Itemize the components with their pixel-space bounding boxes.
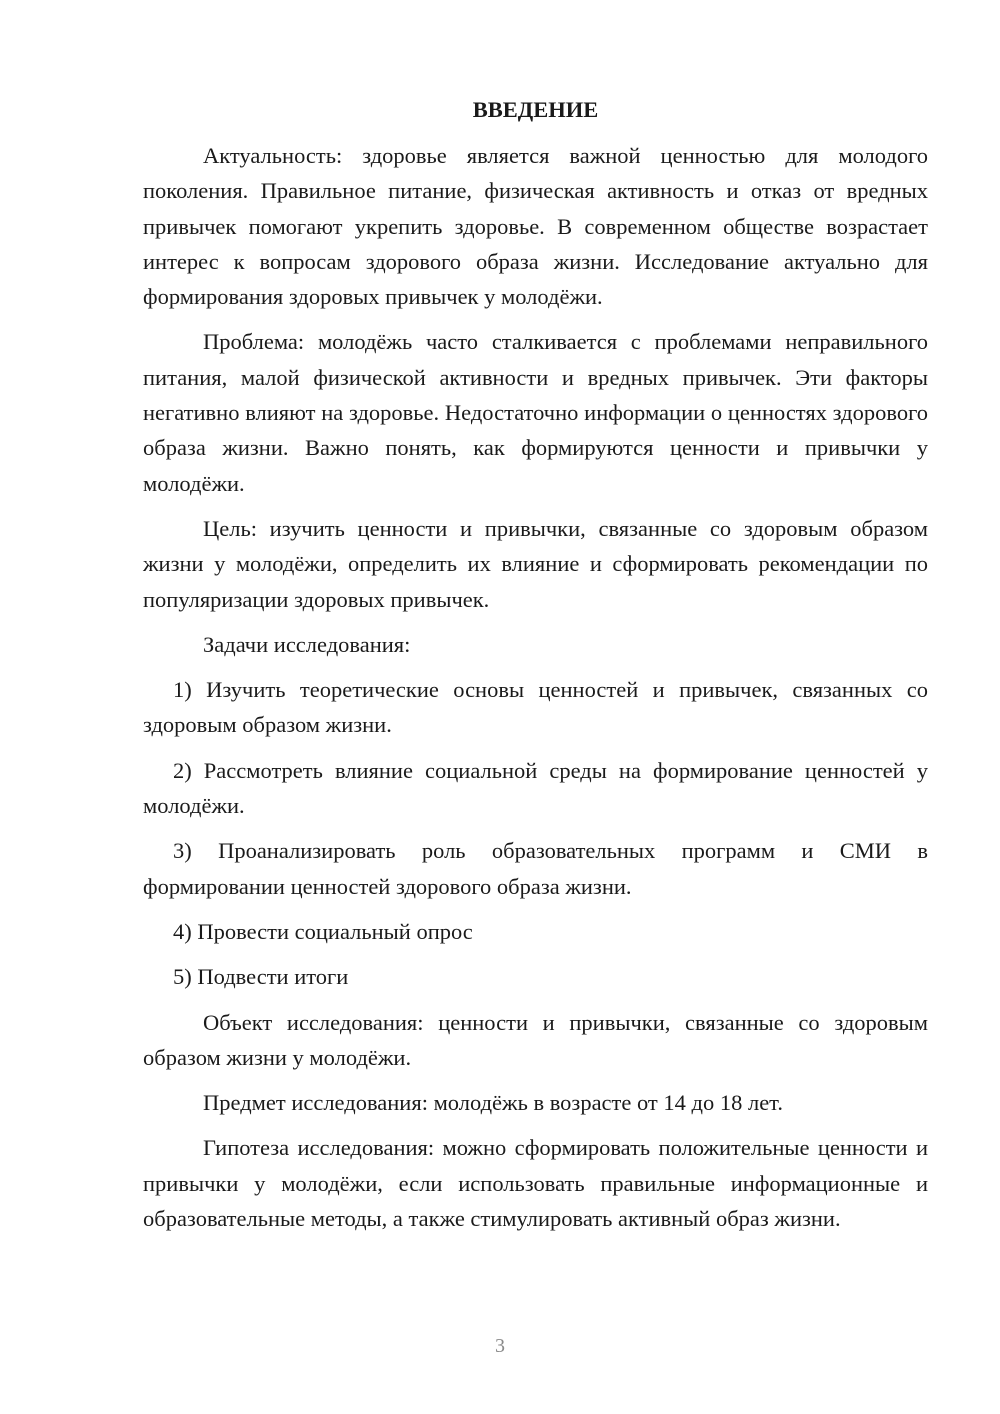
paragraph-object: Объект исследования: ценности и привычки, связанные со здоровым образом жизни у молодёжи. [143, 1009, 928, 1070]
page-heading: ВВЕДЕНИЕ [472, 97, 599, 122]
page-content [143, 92, 928, 1246]
paragraph-subject: Предмет исследования: молодёжь в возрасте от 14 до 18 лет. [203, 1090, 783, 1116]
list-item: 2) Рассмотреть влияние социальной среды на формирование ценностей у молодёжи. [143, 757, 928, 819]
list-item: 4) Провести социальный опрос [173, 918, 473, 944]
tasks-list [143, 672, 928, 994]
page-number: 3 [495, 1335, 505, 1357]
list-item: 3) Проанализировать роль образовательных программ и СМИ в формировании ценностей здорового образа жизни. [143, 838, 928, 899]
list-item: 5) Подвести итоги [173, 964, 349, 990]
paragraph-relevance: Актуальность: здоровье является важной ценностью для молодого поколения. Правильное питание, физическая активность и отказ от вредных привычек помогают укрепить здоровье. В современном обществе возрастает интерес к вопросам здорового образа жизни. Исследование актуально для формирования здоровых привычек у молодёжи. [143, 143, 928, 310]
paragraph-problem: Проблема: молодёжь часто сталкивается с проблемами неправильного питания, малой физической активности и вредных привычек. Эти факторы негативно влияют на здоровье. Недостаточно информации о ценностях здорового образа жизни. Важно понять, как формируются ценности и привычки у молодёжи. [143, 329, 928, 496]
paragraph-hypothesis: Гипотеза исследования: можно сформировать положительные ценности и привычки у молодёжи, если использовать правильные информационные и образовательные методы, а также стимулировать активный образ жизни. [143, 1135, 928, 1232]
list-item: 1) Изучить теоретические основы ценностей и привычек, связанных со здоровым образом жизни. [143, 677, 928, 738]
tasks-heading: Задачи исследования: [203, 631, 411, 657]
paragraph-goal: Цель: изучить ценности и привычки, связанные со здоровым образом жизни у молодёжи, определить их влияние и сформировать рекомендации по популяризации здоровых привычек. [143, 515, 928, 612]
